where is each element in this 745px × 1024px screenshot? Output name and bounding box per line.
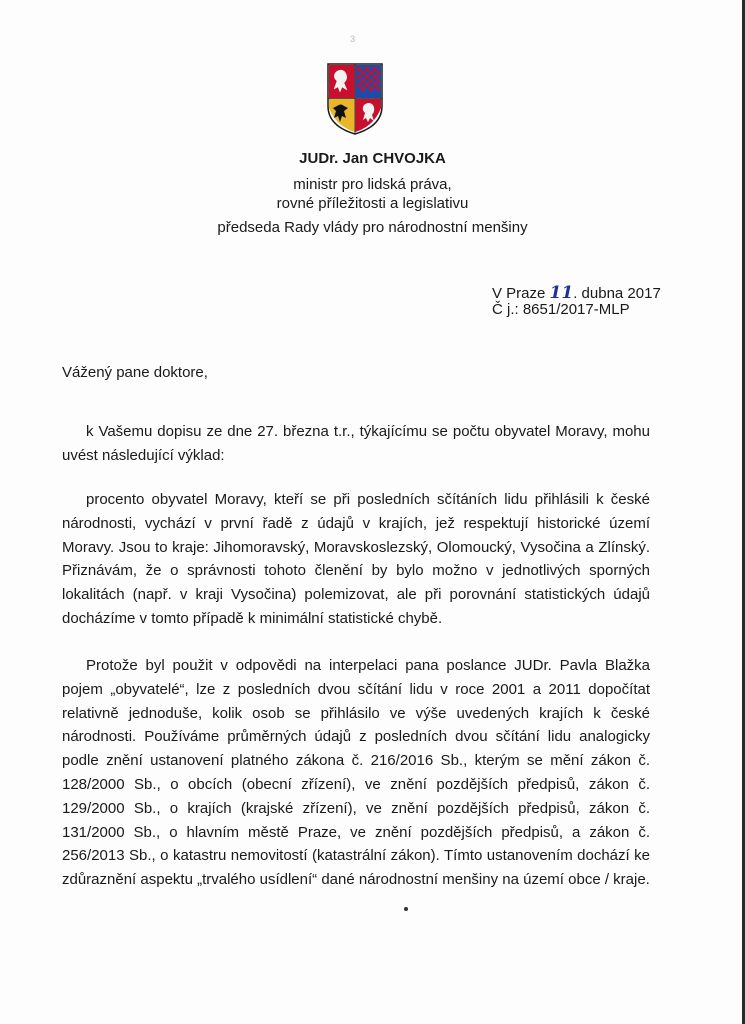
paragraph-2: procento obyvatel Moravy, kteří se při posledních sčítáních lidu přihlásili k české národnosti, vychází v první řadě z údajů v krajích, jež respektují historické území Moravy. Jsou to kraje: Jihomoravský, Moravskoslezský, Olomoucký, Vysočina a Zlínský. Přiznávám, že o správnosti tohoto členění by bylo možno v jednotlivých sporných lokalitách (např. v kraji Vysočina) polemizovat, ale při porovnání statistických údajů docházíme v tomto případě k minimální statistické chybě. (62, 491, 650, 627)
sender-title-line-3: předseda Rady vlády pro národnostní menšiny (217, 219, 528, 236)
page-marker: 3 (350, 34, 356, 44)
sender-title-line-2: rovné příležitosti a legislativu (276, 195, 469, 212)
date-line (492, 283, 661, 303)
reference-number: Č j.: 8651/2017-MLP (492, 301, 630, 318)
handwritten-day: 11 (549, 283, 574, 303)
sender-name: JUDr. Jan CHVOJKA (299, 150, 446, 167)
paragraph-1: k Vašemu dopisu ze dne 27. března t.r., týkajícímu se počtu obyvatel Moravy, mohu uvést následující výklad: (62, 423, 650, 464)
salutation: Vážený pane doktore, (62, 364, 208, 381)
sender-title-line-1: ministr pro lidská práva, (293, 176, 452, 193)
bullet-dot (404, 907, 408, 911)
date-prefix: V Praze (492, 285, 550, 302)
paragraph-3: Protože byl použit v odpovědi na interpelaci pana poslance JUDr. Pavla Blažka pojem „obyvatelé“, lze z posledních dvou sčítání lidu v roce 2001 a 2011 dopočítat relativně jednoduše, kolik osob se přihlásilo ve výše uvedených krajích k české národnosti. Používáme průměrných údajů z posledních dvou sčítání lidu analogicky podle znění ustanovení platného zákona č. 216/2016 Sb., kterým se mění zákon č. 128/2000 Sb., o obcích (obecní zřízení), ve znění pozdějších předpisů, zákon č. 129/2000 Sb., o krajích (krajské zřízení), ve znění pozdějších předpisů, zákon č. 131/2000 Sb., o hlavním městě Praze, ve znění pozdějších předpisů, a zákon č. 256/2013 Sb., o katastru nemovitostí (katastrální zákon). Tímto ustanovením dochází ke zdůraznění aspektu „trvalého usídlení“ dané národnostní menšiny na území obce / kraje. (62, 657, 650, 889)
czech-coat-of-arms-icon (326, 62, 384, 136)
date-suffix: . dubna 2017 (573, 285, 661, 302)
